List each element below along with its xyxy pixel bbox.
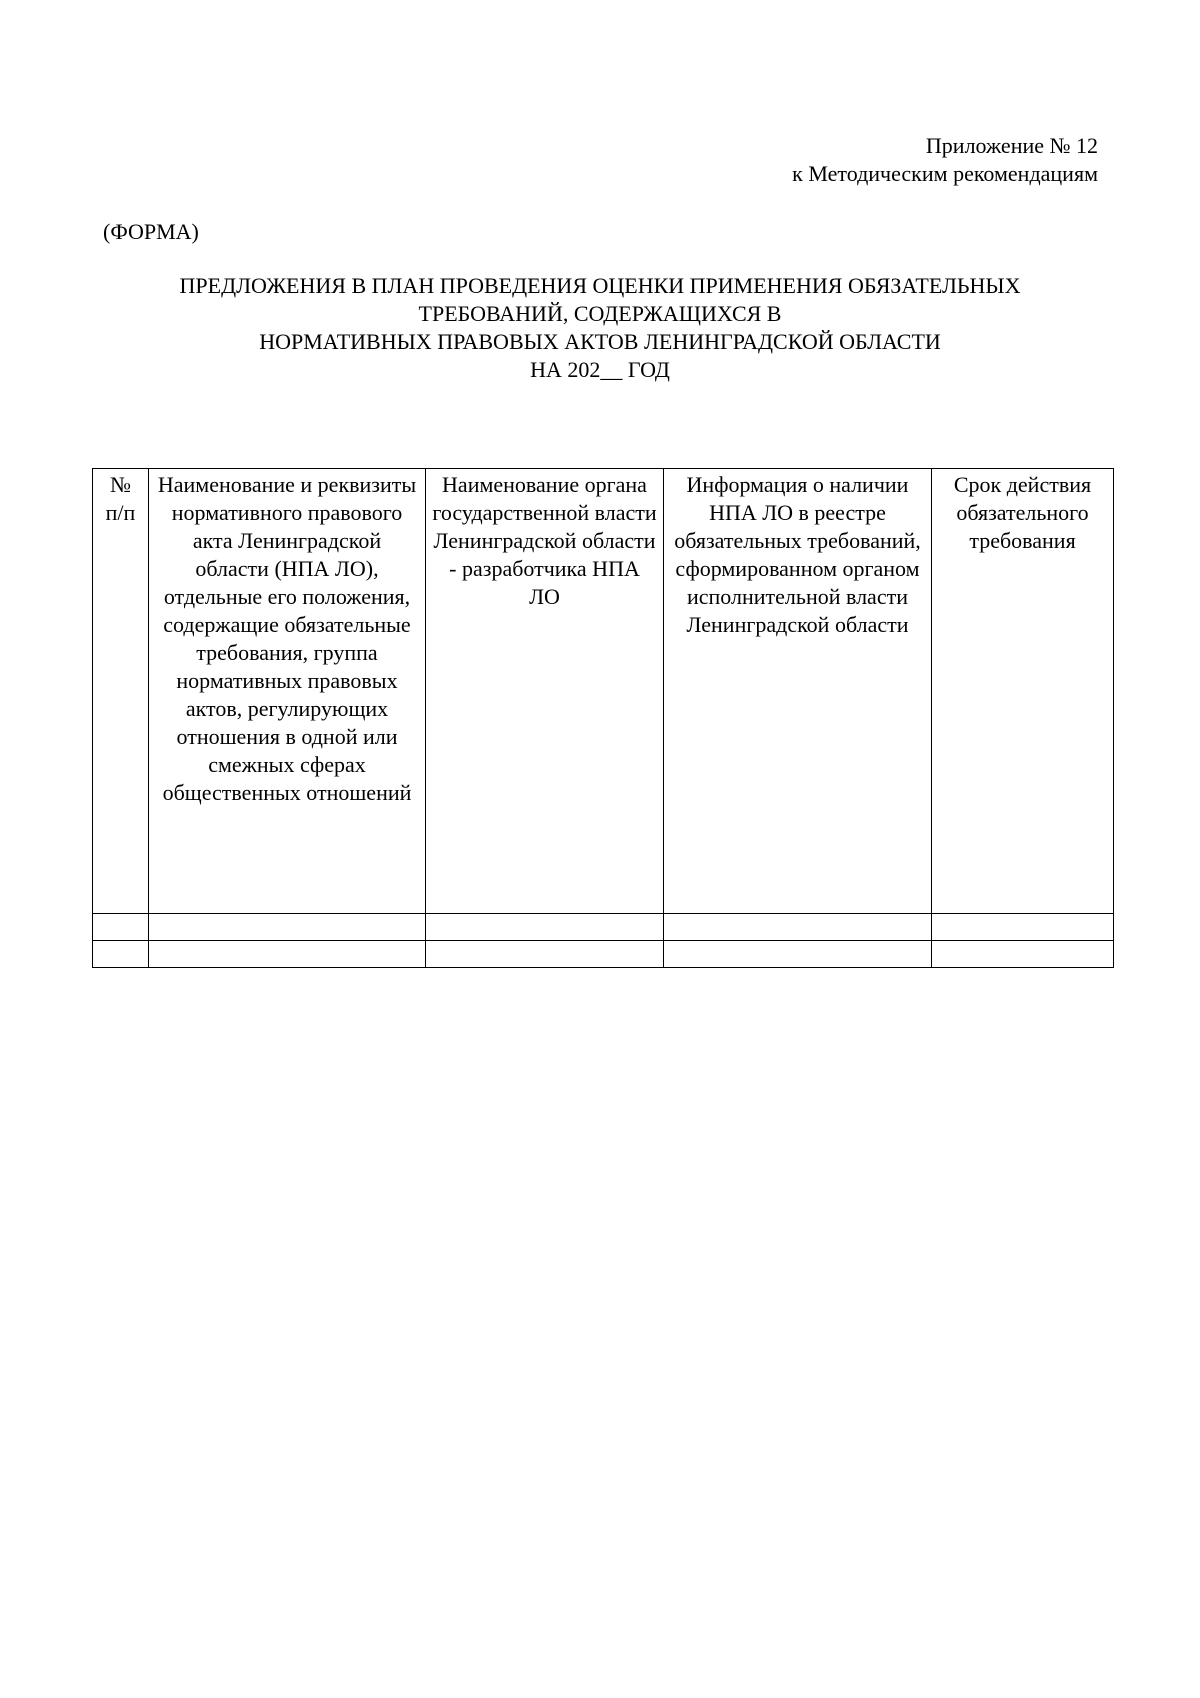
title-line-1: ПРЕДЛОЖЕНИЯ В ПЛАН ПРОВЕДЕНИЯ ОЦЕНКИ ПРИМЕНЕНИЯ ОБЯЗАТЕЛЬНЫХ bbox=[179, 273, 1021, 298]
header-number: № п/п bbox=[93, 469, 149, 914]
table-cell bbox=[149, 914, 426, 941]
table-cell bbox=[149, 941, 426, 968]
title-line-3: НОРМАТИВНЫХ ПРАВОВЫХ АКТОВ ЛЕНИНГРАДСКОЙ ОБЛАСТИ bbox=[259, 329, 941, 354]
table-cell bbox=[426, 914, 664, 941]
appendix-number: Приложение № 12 bbox=[925, 133, 1098, 158]
header-authority: Наименование органа государственной власти Ленинградской области - разработчика НПА ЛО bbox=[426, 469, 664, 914]
title-line-2: ТРЕБОВАНИЙ, СОДЕРЖАЩИХСЯ В bbox=[418, 301, 782, 326]
header-registry-info: Информация о наличии НПА ЛО в реестре обязательных требований, сформированном органом исполнительной власти Ленинградской области bbox=[664, 469, 932, 914]
header-validity-term: Срок действия обязательного требования bbox=[932, 469, 1114, 914]
table-cell bbox=[93, 941, 149, 968]
table-header-row bbox=[93, 469, 1114, 914]
table-row bbox=[93, 914, 1114, 941]
proposals-table bbox=[92, 468, 1114, 968]
table-cell bbox=[932, 941, 1114, 968]
title-line-4: НА 202__ ГОД bbox=[530, 357, 670, 382]
header-act-name: Наименование и реквизиты нормативного правового акта Ленинградской области (НПА ЛО), отдельные его положения, содержащие обязательные требования, группа нормативных правовых актов, регулирующих отношения в одной или смежных сферах общественных отношений bbox=[149, 469, 426, 914]
form-label: (ФОРМА) bbox=[103, 219, 199, 244]
table-cell bbox=[93, 914, 149, 941]
table-row bbox=[93, 941, 1114, 968]
appendix-reference: к Методическим рекомендациям bbox=[792, 161, 1098, 186]
table-cell bbox=[426, 941, 664, 968]
table-cell bbox=[932, 914, 1114, 941]
appendix-header bbox=[792, 132, 1098, 188]
document-title bbox=[100, 272, 1100, 384]
table-cell bbox=[664, 941, 932, 968]
table-cell bbox=[664, 914, 932, 941]
